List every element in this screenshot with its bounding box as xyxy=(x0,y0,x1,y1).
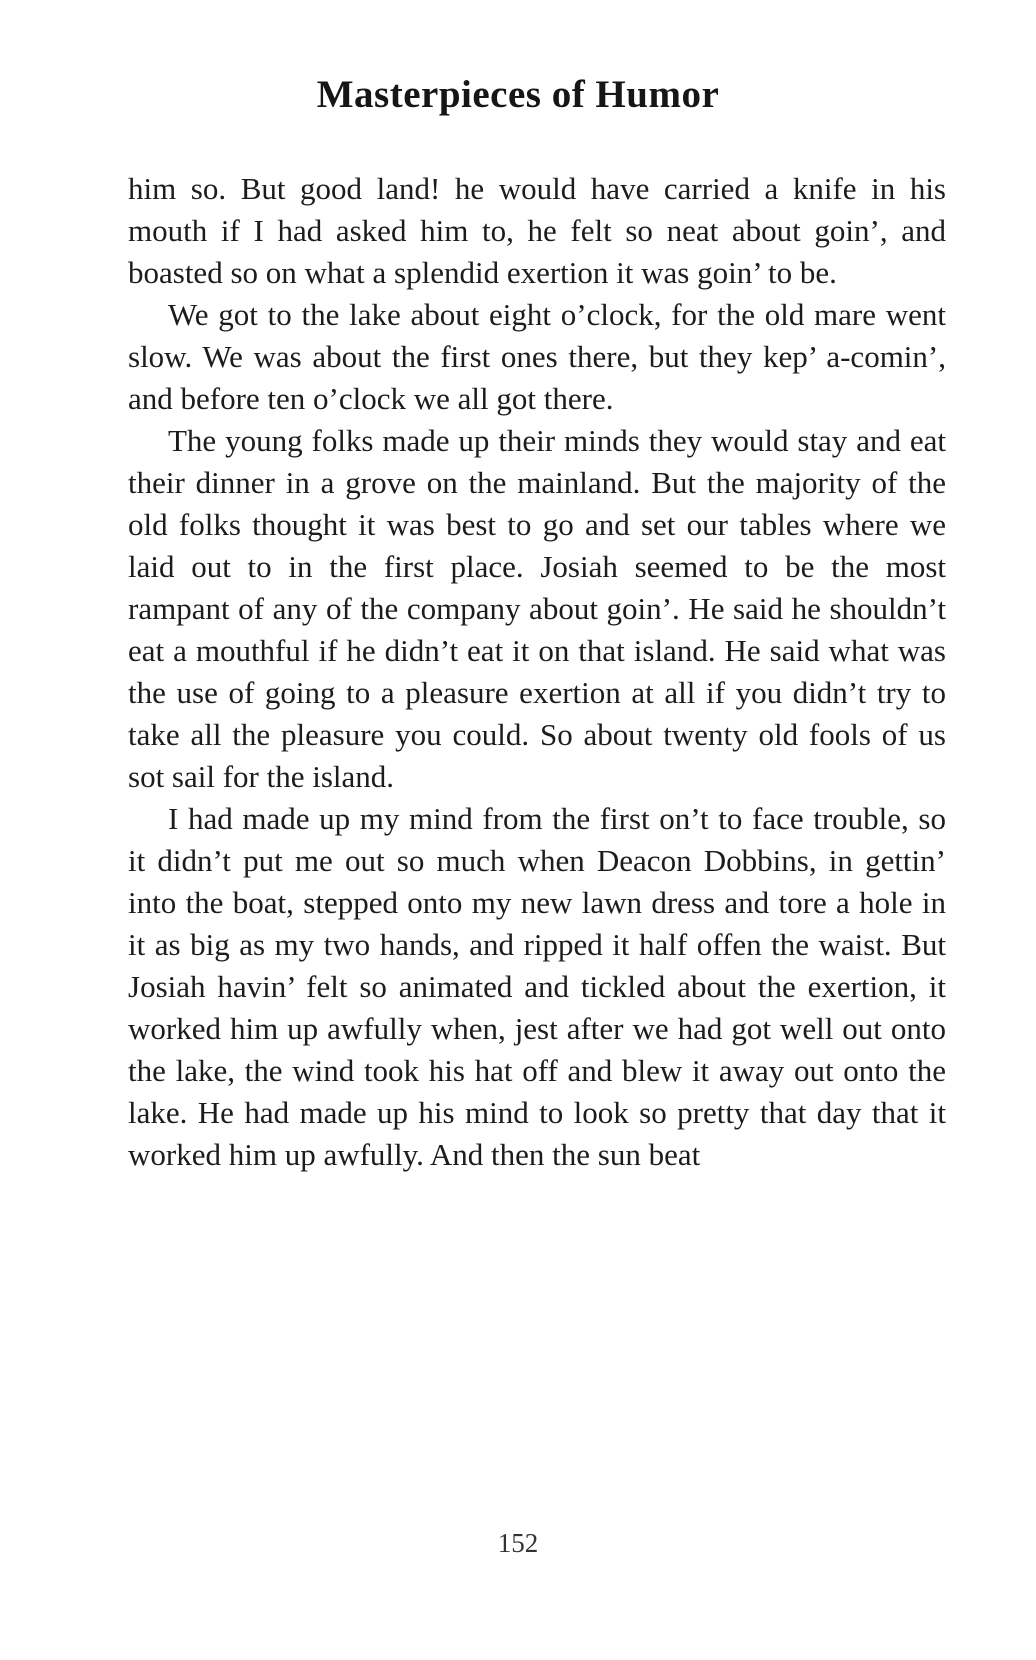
paragraph-2: We got to the lake about eight o’clock, for the old mare went slow. We was about the first ones there, but they kep’ a-comin’, and before ten o’clock we all got there. xyxy=(128,297,946,416)
body-text xyxy=(128,168,946,1176)
paragraph-1: him so. But good land! he would have carried a knife in his mouth if I had asked him to, he felt so neat about goin’, and boasted so on what a splendid exertion it was goin’ to be. xyxy=(128,171,946,290)
paragraph-4: I had made up my mind from the first on’t to face trouble, so it didn’t put me out so much when Deacon Dobbins, in gettin’ into the boat, stepped onto my new lawn dress and tore a hole in it as big as my two hands, and ripped it half offen the waist. But Josiah havin’ felt so animated and tickled about the exertion, it worked him up awfully when, jest after we had got well out onto the lake, the wind took his hat off and blew it away out onto the lake. He had made up his mind to look so pretty that day that it worked him up awfully. And then the sun beat xyxy=(128,801,946,1172)
running-head: Masterpieces of Humor xyxy=(316,73,720,116)
paragraph-3: The young folks made up their minds they would stay and eat their dinner in a grove on the mainland. But the majority of the old folks thought it was best to go and set our tables where we laid out to in the first place. Josiah seemed to be the most rampant of any of the company about goin’. He said he shouldn’t eat a mouthful if he didn’t eat it on that island. He said what was the use of going to a pleasure exertion at all if you didn’t try to take all the pleasure you could. So about twenty old fools of us sot sail for the island. xyxy=(128,423,946,794)
page-number: 152 xyxy=(497,1528,539,1558)
